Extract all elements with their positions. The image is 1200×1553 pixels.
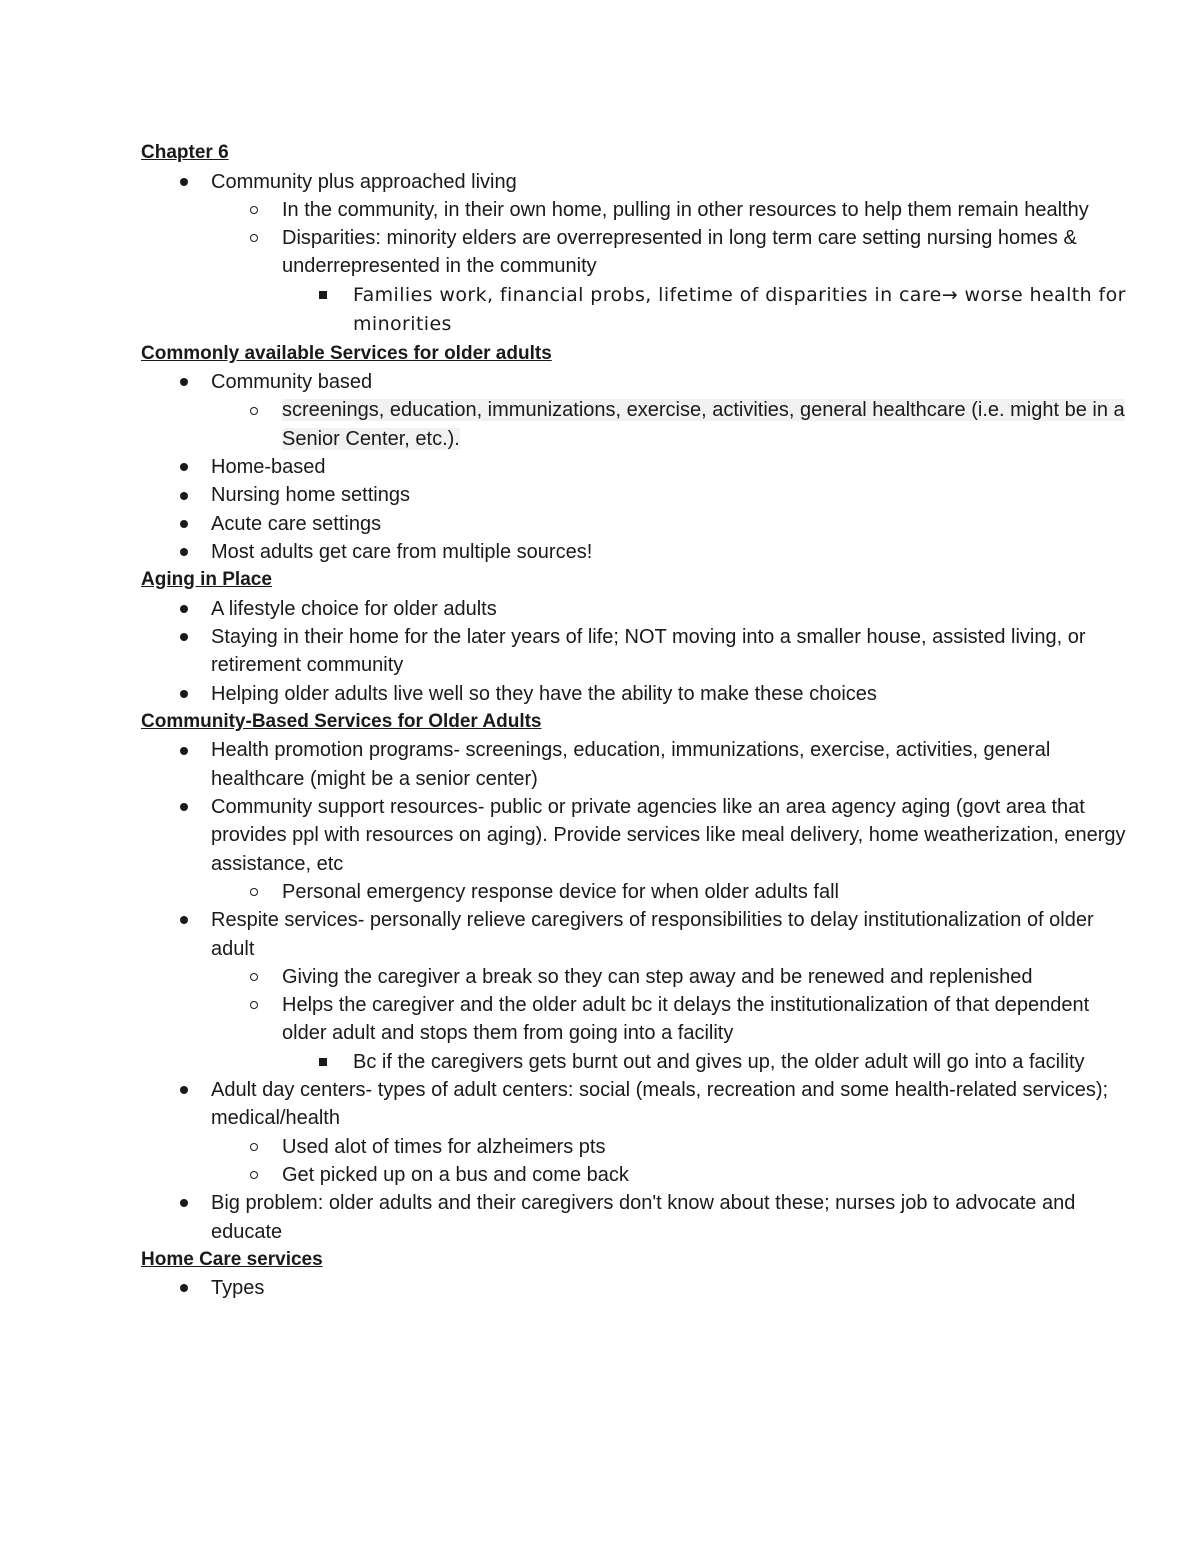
list-item-text: Community support resources- public or private agencies like an area agency aging (govt area that provides ppl with resources on aging). Provide services like meal delivery, home weatherization, energy assistance, etc xyxy=(211,796,1126,875)
list-item xyxy=(141,1048,1126,1076)
bullet-circle-icon xyxy=(250,878,258,906)
list-item-text: screenings, education, immunizations, exercise, activities, general healthcare (i.e. might be in a Senior Center, etc.). xyxy=(282,399,1125,450)
section-heading: Community-Based Services for Older Adults xyxy=(141,710,542,732)
bullet-circle-icon xyxy=(250,991,258,1019)
list-item-text: Personal emergency response device for when older adults fall xyxy=(282,880,839,903)
bullet-disc-icon xyxy=(180,168,188,196)
list-item-text: Helps the caregiver and the older adult bc it delays the institutionalization of that dependent older adult and stops them from going into a facility xyxy=(282,994,1090,1045)
section-heading: Chapter 6 xyxy=(141,142,229,163)
bullet-square-icon xyxy=(319,281,327,309)
list-item-text: Community based xyxy=(211,371,373,394)
bullet-circle-icon xyxy=(250,963,258,991)
list-item xyxy=(141,878,1126,906)
list-item xyxy=(141,510,1126,538)
list-item-text: Big problem: older adults and their caregivers don't know about these; nurses job to advocate and educate xyxy=(211,1192,1076,1243)
document-body xyxy=(141,139,1126,1303)
list-item-text: Families work, financial probs, lifetime of disparities in care→ worse health for minorities xyxy=(353,283,1126,336)
list-item xyxy=(141,623,1126,680)
bullet-circle-icon xyxy=(250,1133,258,1161)
list-item xyxy=(141,736,1126,793)
section-heading: Home Care services xyxy=(141,1248,323,1270)
bullet-disc-icon xyxy=(180,1274,188,1302)
list-item-text: In the community, in their own home, pulling in other resources to help them remain healthy xyxy=(282,198,1089,221)
list-item-text: Community plus approached living xyxy=(211,170,517,193)
list-item-text: Disparities: minority elders are overrepresented in long term care setting nursing homes & underrepresented in the community xyxy=(282,227,1077,278)
list-item-text: Home-based xyxy=(211,456,326,479)
bullet-circle-icon xyxy=(250,1161,258,1189)
bullet-circle-icon xyxy=(250,396,258,424)
list-item-text: Helping older adults live well so they have the ability to make these choices xyxy=(211,682,877,705)
list-item xyxy=(141,453,1126,481)
bullet-disc-icon xyxy=(180,1189,188,1217)
bullet-disc-icon xyxy=(180,623,188,651)
list-item xyxy=(141,680,1126,708)
section-heading: Commonly available Services for older adults xyxy=(141,342,552,364)
list-item xyxy=(141,906,1126,963)
bullet-disc-icon xyxy=(180,453,188,481)
bullet-disc-icon xyxy=(180,906,188,934)
bullet-disc-icon xyxy=(180,538,188,566)
list-item-text: A lifestyle choice for older adults xyxy=(211,597,497,620)
bullet-disc-icon xyxy=(180,368,188,396)
list-item-text: Nursing home settings xyxy=(211,484,410,507)
list-item-text: Giving the caregiver a break so they can step away and be renewed and replenished xyxy=(282,965,1033,988)
list-item-text: Health promotion programs- screenings, education, immunizations, exercise, activities, general healthcare (might be a senior center) xyxy=(211,739,1051,790)
list-item xyxy=(141,1189,1126,1246)
bullet-disc-icon xyxy=(180,680,188,708)
list-item xyxy=(141,793,1126,878)
list-item xyxy=(141,991,1126,1048)
list-item-text: Bc if the caregivers gets burnt out and gives up, the older adult will go into a facility xyxy=(353,1050,1085,1073)
list-item-text: Adult day centers- types of adult centers: social (meals, recreation and some health-related services); medical/health xyxy=(211,1079,1109,1130)
list-item xyxy=(141,368,1126,396)
bullet-disc-icon xyxy=(180,736,188,764)
list-item-text: Staying in their home for the later years of life; NOT moving into a smaller house, assisted living, or retirement community xyxy=(211,626,1086,677)
list-item-text: Most adults get care from multiple sources! xyxy=(211,540,593,563)
list-item-text: Used alot of times for alzheimers pts xyxy=(282,1135,606,1158)
list-item xyxy=(141,481,1126,509)
list-item xyxy=(141,1076,1126,1133)
bullet-circle-icon xyxy=(250,224,258,252)
bullet-disc-icon xyxy=(180,481,188,509)
list-item xyxy=(141,1274,1126,1302)
bullet-disc-icon xyxy=(180,1076,188,1104)
bullet-square-icon xyxy=(319,1048,327,1076)
list-item-text: Respite services- personally relieve caregivers of responsibilities to delay institutionalization of older adult xyxy=(211,909,1094,960)
list-item xyxy=(141,1161,1126,1189)
list-item xyxy=(141,595,1126,623)
list-item xyxy=(141,396,1126,453)
list-item xyxy=(141,168,1126,196)
list-item xyxy=(141,224,1126,281)
list-item xyxy=(141,196,1126,224)
bullet-disc-icon xyxy=(180,595,188,623)
list-item xyxy=(141,1133,1126,1161)
list-item xyxy=(141,963,1126,991)
section-heading: Aging in Place xyxy=(141,569,272,591)
list-item-text: Get picked up on a bus and come back xyxy=(282,1163,629,1186)
list-item-text: Acute care settings xyxy=(211,512,382,535)
bullet-circle-icon xyxy=(250,196,258,224)
bullet-disc-icon xyxy=(180,793,188,821)
list-item xyxy=(141,281,1126,340)
bullet-disc-icon xyxy=(180,510,188,538)
list-item-text: Types xyxy=(211,1277,265,1300)
list-item xyxy=(141,538,1126,566)
